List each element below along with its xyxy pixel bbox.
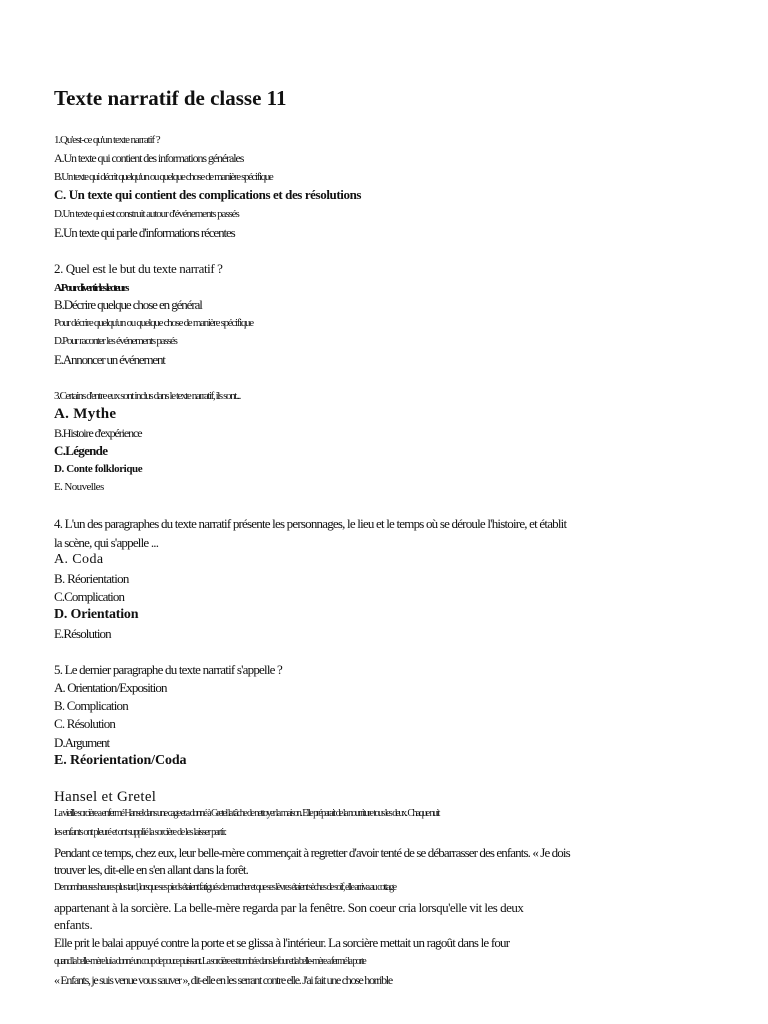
q3-option-c: C.Légende <box>54 443 108 458</box>
q4-option-a: A. Coda <box>54 552 104 567</box>
q3-option-a: A. Mythe <box>54 406 117 422</box>
story-p1-line-2: les enfants ont pleuré et ont supplié la sorcière de les laisser partir. <box>54 827 226 838</box>
q3-option-d: D. Conte folklorique <box>54 463 143 475</box>
story-p2-line-2: trouver les, dit-elle en s'en allant dans la forêt. <box>54 862 248 877</box>
question-2: 2. Quel est le but du texte narratif ? <box>54 261 223 276</box>
q2-option-c: Pour décrire quelqu'un ou quelque chose de manière spécifique <box>54 317 253 329</box>
story-p3-line-3: enfants. <box>54 917 93 932</box>
q5-option-c: C. Résolution <box>54 716 116 731</box>
story-p4-line-2: quand la belle-mère lui a donné un coup de pouce puissant. La sorcière est tombée dans le four et la belle-mère a fermé la porte <box>54 956 366 967</box>
q5-option-b: B. Complication <box>54 698 128 713</box>
question-5: 5. Le dernier paragraphe du texte narratif s'appelle ? <box>54 662 283 677</box>
q2-option-d: D.Pour raconter les événements passés <box>54 335 177 347</box>
story-title: Hansel et Gretel <box>54 789 157 805</box>
story-p1-line-1: La vieille sorcière a enfermé Hansel dans une cage et a donné à Gretel la tâche de nettoyer la maison. Elle préparait de la nourriture tous les deux. Chaque nuit <box>54 808 439 819</box>
q2-option-b: B.Décrire quelque chose en général <box>54 297 202 312</box>
q4-option-e: E.Résolution <box>54 626 111 641</box>
page-title: Texte narratif de classe 11 <box>54 86 287 110</box>
q4-option-c: C.Complication <box>54 589 125 604</box>
q4-option-d: D. Orientation <box>54 607 139 622</box>
question-4-line-2: la scène, qui s'appelle ... <box>54 535 159 550</box>
q5-option-d: D.Argument <box>54 735 110 750</box>
q3-option-e: E. Nouvelles <box>54 481 104 493</box>
q1-option-d: D.Un texte qui est construit autour d'événements passés <box>54 208 239 220</box>
story-p3-line-1: De nombreuses heures plus tard, lorsque ses pieds étaient fatigués de marcher et que ses lèvres étaient sèches de soif, elle arriva au cottage <box>54 882 396 893</box>
q5-option-a: A. Orientation/Exposition <box>54 680 167 695</box>
question-3: 3.Certains d'entre eux sont inclus dans le texte narratif, ils sont... <box>54 390 240 402</box>
q4-option-b: B. Réorientation <box>54 571 129 586</box>
story-p3-line-2: appartenant à la sorcière. La belle-mère regarda par la fenêtre. Son coeur cria lorsqu'elle vit les deux <box>54 900 524 915</box>
question-4-line-1: 4. L'un des paragraphes du texte narratif présente les personnages, le lieu et le temps où se déroule l'histoire, et établit <box>54 516 567 531</box>
q1-option-e: E.Un texte qui parle d'informations récentes <box>54 225 235 240</box>
story-p4-line-3: « Enfants, je suis venue vous sauver », dit-elle en les serrant contre elle. J'ai fait une chose horrible <box>54 973 392 987</box>
story-p4-line-1: Elle prit le balai appuyé contre la porte et se glissa à l'intérieur. La sorcière mettait un ragoût dans le four <box>54 935 510 950</box>
q2-option-e: E.Annoncer un événement <box>54 352 165 367</box>
q5-option-e: E. Réorientation/Coda <box>54 753 187 768</box>
story-p2-line-1: Pendant ce temps, chez eux, leur belle-mère commençait à regretter d'avoir tenté de se débarrasser des enfants. « Je dois <box>54 845 570 860</box>
q3-option-b: B.Histoire d'expérience <box>54 426 142 440</box>
question-1: 1.Qu'est-ce qu'un texte narratif ? <box>54 134 160 146</box>
q2-option-a: A.Pour divertir les lecteurs <box>54 282 128 294</box>
q1-option-a: A.Un texte qui contient des informations générales <box>54 151 244 165</box>
q1-option-c: C. Un texte qui contient des complications et des résolutions <box>54 187 362 202</box>
q1-option-b: B.Un texte qui décrit quelqu'un ou quelque chose de manière spécifique <box>54 171 273 183</box>
